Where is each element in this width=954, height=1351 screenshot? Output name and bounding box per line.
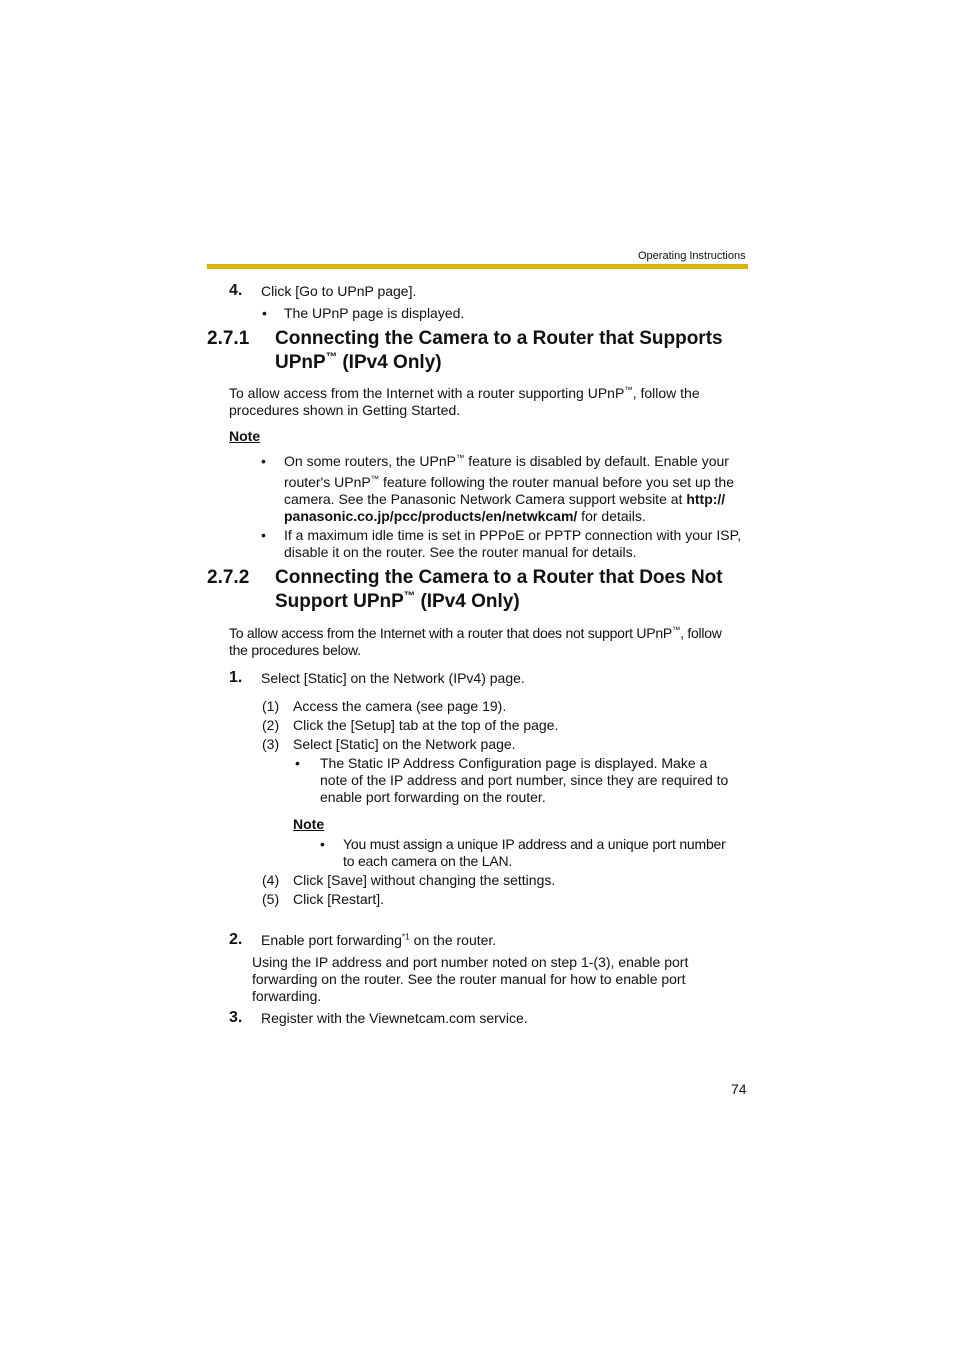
note-item	[284, 527, 741, 561]
running-title: Operating Instructions	[638, 250, 746, 262]
substep-text: Select [Static] on the Network page.	[293, 736, 516, 752]
header-rule	[207, 264, 748, 269]
intro-text: To allow access from the Internet with a router supporting UPnP	[229, 385, 625, 401]
bullet-icon: •	[261, 527, 266, 543]
trademark: ™	[370, 473, 380, 484]
intro-paragraph	[229, 625, 722, 659]
bullet-text	[320, 755, 728, 806]
step-text	[261, 932, 496, 949]
substep-number: (2)	[262, 717, 280, 733]
intro-paragraph	[229, 385, 700, 419]
support-url[interactable]: http://	[686, 491, 726, 507]
bullet-icon: •	[295, 755, 300, 771]
section-title-line1: Connecting the Camera to a Router that Does Not	[275, 567, 723, 588]
step-text: Click [Go to UPnP page].	[261, 283, 417, 299]
substep-text: Access the camera (see page 19).	[293, 698, 507, 714]
bullet-line: The Static IP Address Configuration page is displayed. Make a	[320, 755, 708, 771]
note-item	[343, 836, 726, 870]
section-title-suffix: (IPv4 Only)	[337, 352, 442, 373]
section-title	[275, 327, 723, 375]
note-text: camera. See the Panasonic Network Camera support website at	[284, 491, 687, 507]
note-text: for details.	[577, 508, 646, 524]
intro-text: procedures shown in Getting Started.	[229, 402, 461, 418]
substep-text: Click [Restart].	[293, 891, 385, 907]
note-text: If a maximum idle time is set in PPPoE or PPTP connection with your ISP,	[284, 527, 742, 543]
bullet-icon: •	[261, 453, 266, 469]
paragraph-line: forwarding on the router. See the router manual for how to enable port	[252, 971, 686, 987]
page-number: 74	[731, 1081, 747, 1097]
note-text: You must assign a unique IP address and a unique port number	[343, 836, 726, 852]
section-title-line2: Support UPnP	[275, 591, 404, 612]
step-number: 3.	[229, 1009, 243, 1026]
intro-text: the procedures below.	[229, 642, 361, 658]
note-text: to each camera on the LAN.	[343, 853, 513, 869]
step-text-part: Enable port forwarding	[261, 932, 402, 948]
substep-text: Click [Save] without changing the settings.	[293, 872, 556, 888]
substep-number: (5)	[262, 891, 280, 907]
bullet-line: note of the IP address and port number, since they are required to	[320, 772, 729, 788]
substep-number: (1)	[262, 698, 280, 714]
substep-number: (4)	[262, 872, 280, 888]
note-text: router's UPnP	[284, 474, 371, 490]
trademark: ™	[325, 351, 338, 364]
step-number: 1.	[229, 669, 243, 686]
footnote-ref: *1	[401, 931, 410, 942]
trademark: ™	[671, 624, 681, 635]
section-title-line1: Connecting the Camera to a Router that Supports	[275, 328, 723, 349]
note-item	[284, 453, 734, 525]
step-paragraph	[252, 954, 688, 1005]
step-text-part: on the router.	[409, 932, 497, 948]
paragraph-line: Using the IP address and port number noted on step 1-(3), enable port	[252, 954, 689, 970]
substep-text: Click the [Setup] tab at the top of the page.	[293, 717, 559, 733]
bullet-icon: •	[320, 836, 325, 852]
note-text: feature is disabled by default. Enable your	[464, 453, 729, 469]
intro-text: , follow the	[632, 385, 700, 401]
step-text: Register with the Viewnetcam.com service.	[261, 1010, 528, 1026]
step-number: 2.	[229, 931, 243, 948]
trademark: ™	[403, 590, 416, 603]
note-label: Note	[229, 428, 261, 444]
intro-text: , follow	[680, 625, 722, 641]
note-text: On some routers, the UPnP	[284, 453, 456, 469]
intro-text: To allow access from the Internet with a router that does not support UPnP	[229, 625, 672, 641]
paragraph-line: forwarding.	[252, 988, 322, 1004]
step-number: 4.	[229, 282, 243, 299]
note-text: disable it on the router. See the router manual for details.	[284, 544, 637, 560]
note-text: feature following the router manual before you set up the	[379, 474, 734, 490]
section-title	[275, 566, 723, 614]
support-url[interactable]: panasonic.co.jp/pcc/products/en/netwkcam/	[284, 508, 578, 524]
substep-number: (3)	[262, 736, 280, 752]
bullet-text: The UPnP page is displayed.	[284, 305, 465, 321]
trademark: ™	[624, 384, 633, 395]
trademark: ™	[455, 452, 465, 463]
note-label: Note	[293, 816, 325, 832]
section-number: 2.7.2	[207, 567, 250, 588]
section-title-line2: UPnP	[275, 352, 326, 373]
section-number: 2.7.1	[207, 328, 250, 349]
section-title-suffix: (IPv4 Only)	[415, 591, 520, 612]
bullet-line: enable port forwarding on the router.	[320, 789, 546, 805]
bullet-icon: •	[262, 305, 267, 321]
step-text: Select [Static] on the Network (IPv4) page.	[261, 670, 525, 686]
